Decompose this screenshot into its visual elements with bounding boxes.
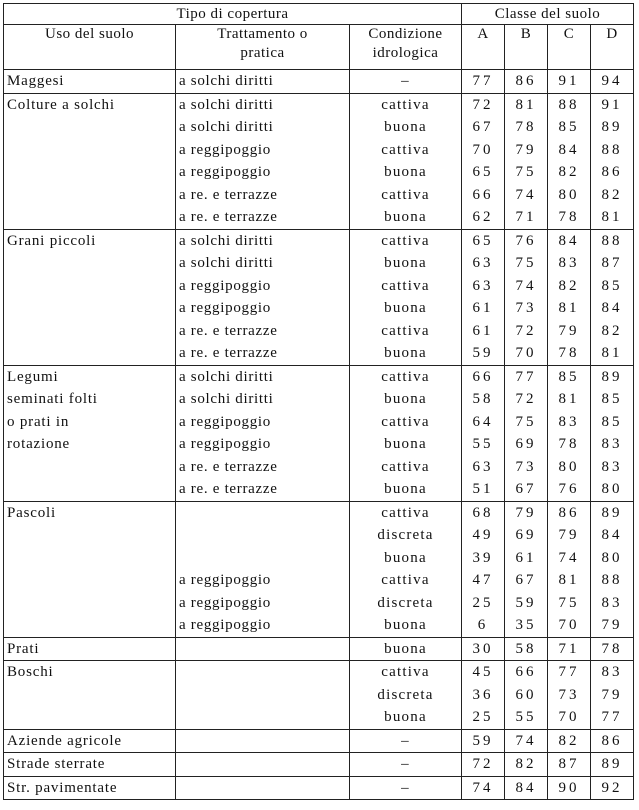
- condition-label: buona: [384, 300, 427, 316]
- class-value: 89: [601, 756, 623, 772]
- class-value-cell: [548, 365, 591, 501]
- treatment-label: a solchi diritti: [179, 255, 274, 271]
- class-value: 25: [472, 709, 494, 725]
- class-value-cell: [462, 776, 505, 800]
- class-value: 79: [601, 617, 623, 633]
- class-value-cell: [462, 93, 505, 229]
- class-value: 78: [558, 209, 580, 225]
- class-value: 61: [472, 322, 494, 339]
- class-value: 67: [472, 119, 494, 135]
- class-value: 83: [558, 413, 580, 430]
- class-value: 84: [601, 527, 623, 543]
- class-value: 63: [472, 277, 494, 294]
- land-use-label: Prati: [7, 640, 40, 657]
- class-value-cell: [462, 229, 505, 365]
- treatment-label: a reggipoggio: [179, 572, 271, 588]
- class-value: 64: [472, 413, 494, 430]
- class-value: 45: [472, 664, 494, 680]
- class-value: 80: [601, 549, 623, 566]
- land-use-cell: [4, 637, 176, 661]
- treatment-label: a reggipoggio: [179, 413, 271, 430]
- land-use-cell: [4, 229, 176, 365]
- class-value: 82: [515, 756, 537, 772]
- condition-label: buona: [384, 391, 427, 407]
- class-value: 59: [472, 732, 494, 749]
- condition-label: buona: [384, 549, 427, 566]
- class-value: 65: [472, 232, 494, 249]
- class-value: 74: [515, 186, 537, 203]
- class-value: 82: [558, 732, 580, 749]
- land-use-cell: [4, 93, 176, 229]
- class-value: 67: [515, 481, 537, 497]
- class-value: 74: [472, 779, 494, 796]
- treatment-label: a re. e terrazze: [179, 345, 278, 361]
- condition-label: buona: [384, 640, 427, 657]
- land-use-header: Uso del suolo: [4, 25, 176, 70]
- condition-label: buona: [384, 709, 427, 725]
- class-value-cell: [505, 753, 548, 777]
- condition-label: discreta: [377, 594, 434, 611]
- class-value: 74: [558, 549, 580, 566]
- class-value: 76: [558, 481, 580, 497]
- treatment-label: a re. e terrazze: [179, 481, 278, 497]
- condition-label: –: [401, 779, 410, 796]
- land-use-label: Boschi: [7, 664, 54, 680]
- class-value: 83: [601, 436, 623, 452]
- class-value-cell: [505, 229, 548, 365]
- class-value-cell: [548, 70, 591, 94]
- land-use-cell: [4, 365, 176, 501]
- condition-cell: [350, 93, 462, 229]
- table-row: [4, 661, 634, 730]
- class-value: 85: [601, 277, 623, 294]
- class-value-cell: [548, 753, 591, 777]
- class-value: 84: [558, 141, 580, 158]
- class-value: 67: [515, 572, 537, 588]
- class-value: 25: [472, 594, 494, 611]
- class-value-cell: [505, 93, 548, 229]
- class-value-cell: [462, 501, 505, 637]
- condition-cell: [350, 637, 462, 661]
- treatment-label: a re. e terrazze: [179, 322, 278, 339]
- class-value: 63: [472, 255, 494, 271]
- class-value: 82: [601, 322, 623, 339]
- condition-cell: [350, 661, 462, 730]
- class-value: 61: [515, 549, 537, 566]
- land-use-label: Strade sterrate: [7, 756, 106, 772]
- class-value: 59: [472, 345, 494, 361]
- condition-label: buona: [384, 345, 427, 361]
- treatment-cell: [176, 365, 350, 501]
- class-value-cell: [462, 661, 505, 730]
- land-use-label: o prati in: [7, 413, 70, 430]
- treatment-label: a reggipoggio: [179, 141, 271, 158]
- class-value-cell: [462, 637, 505, 661]
- condition-cell: [350, 776, 462, 800]
- class-value: 88: [601, 572, 623, 588]
- condition-label: –: [401, 732, 410, 749]
- class-value: 75: [515, 164, 537, 180]
- class-value: 73: [515, 300, 537, 316]
- class-c-header: C: [548, 25, 591, 70]
- class-value-cell: [548, 729, 591, 753]
- treatment-cell: [176, 729, 350, 753]
- class-value: 89: [601, 119, 623, 135]
- class-value: 75: [515, 255, 537, 271]
- class-value-cell: [548, 501, 591, 637]
- land-use-label: seminati folti: [7, 391, 98, 407]
- treatment-cell: [176, 501, 350, 637]
- class-value: 70: [515, 345, 537, 361]
- treatment-label: a reggipoggio: [179, 300, 271, 316]
- treatment-label: [179, 547, 346, 570]
- class-value: 84: [558, 232, 580, 249]
- treatment-label: a solchi diritti: [179, 96, 274, 113]
- class-value: 81: [601, 209, 623, 225]
- treatment-cell: [176, 229, 350, 365]
- treatment-label: [179, 753, 346, 776]
- class-value-cell: [462, 753, 505, 777]
- treatment-label: [179, 638, 346, 661]
- class-value: 87: [601, 255, 623, 271]
- treatment-label: [179, 730, 346, 753]
- class-value: 83: [601, 458, 623, 475]
- class-value: 88: [601, 232, 623, 249]
- land-use-label: Aziende agricole: [7, 732, 122, 749]
- class-value: 36: [472, 686, 494, 703]
- condition-label: buona: [384, 209, 427, 225]
- condition-label: cattiva: [381, 232, 430, 249]
- class-value-cell: [505, 776, 548, 800]
- land-use-cell: [4, 661, 176, 730]
- treatment-label: a re. e terrazze: [179, 186, 278, 203]
- class-value-cell: [548, 661, 591, 730]
- class-value: 82: [601, 186, 623, 203]
- class-value: 66: [515, 664, 537, 680]
- land-use-label: Colture a solchi: [7, 96, 115, 113]
- land-use-cell: [4, 776, 176, 800]
- class-value: 71: [558, 640, 580, 657]
- table-row: [4, 637, 634, 661]
- class-value: 81: [558, 300, 580, 316]
- class-value: 88: [601, 141, 623, 158]
- land-use-cell: [4, 729, 176, 753]
- treatment-label: a reggipoggio: [179, 594, 271, 611]
- class-value-cell: [591, 661, 634, 730]
- treatment-label: a solchi diritti: [179, 73, 274, 89]
- condition-cell: [350, 70, 462, 94]
- class-value-cell: [591, 229, 634, 365]
- class-value-cell: [548, 637, 591, 661]
- class-value: 71: [515, 209, 537, 225]
- treatment-label: a reggipoggio: [179, 436, 271, 452]
- class-value: 59: [515, 594, 537, 611]
- class-value: 49: [472, 527, 494, 543]
- table-body: [4, 70, 634, 800]
- class-value: 73: [558, 686, 580, 703]
- class-value: 77: [601, 709, 623, 725]
- class-value: 78: [558, 436, 580, 452]
- cover-type-header: Tipo di copertura: [4, 4, 462, 25]
- class-value: 70: [558, 617, 580, 633]
- treatment-label: a solchi diritti: [179, 368, 274, 385]
- condition-label: discreta: [377, 686, 434, 703]
- class-value: 72: [515, 322, 537, 339]
- treatment-cell: [176, 93, 350, 229]
- treatment-cell: [176, 776, 350, 800]
- class-value: 77: [515, 368, 537, 385]
- class-value: 69: [515, 436, 537, 452]
- class-value: 83: [601, 594, 623, 611]
- class-value-cell: [591, 729, 634, 753]
- class-value-cell: [591, 93, 634, 229]
- class-value: 65: [472, 164, 494, 180]
- class-value: 72: [472, 756, 494, 772]
- condition-label: cattiva: [381, 322, 430, 339]
- class-value-cell: [462, 70, 505, 94]
- treatment-cell: [176, 661, 350, 730]
- class-value: 82: [558, 164, 580, 180]
- class-value: 74: [515, 277, 537, 294]
- class-value: 91: [601, 96, 623, 113]
- class-value: 80: [601, 481, 623, 497]
- condition-label: buona: [384, 436, 427, 452]
- treatment-label: [179, 777, 346, 800]
- class-value: 55: [472, 436, 494, 452]
- class-value-cell: [591, 70, 634, 94]
- class-value-cell: [462, 365, 505, 501]
- land-use-label: Grani piccoli: [7, 232, 97, 249]
- condition-cell: [350, 229, 462, 365]
- treatment-label: a reggipoggio: [179, 617, 271, 633]
- class-a-header: A: [462, 25, 505, 70]
- treatment-label: a solchi diritti: [179, 391, 274, 407]
- class-value: 72: [472, 96, 494, 113]
- condition-cell: [350, 729, 462, 753]
- land-use-label: Maggesi: [7, 73, 65, 89]
- class-value: 86: [601, 164, 623, 180]
- treatment-label: a solchi diritti: [179, 119, 274, 135]
- class-value: 79: [558, 322, 580, 339]
- class-value-cell: [505, 70, 548, 94]
- class-value-cell: [591, 776, 634, 800]
- class-value-cell: [505, 729, 548, 753]
- condition-label: buona: [384, 481, 427, 497]
- soil-class-header: Classe del suolo: [462, 4, 634, 25]
- class-value: 94: [601, 73, 623, 89]
- class-value: 74: [515, 732, 537, 749]
- condition-cell: [350, 365, 462, 501]
- class-value: 77: [472, 73, 494, 89]
- class-value: 73: [515, 458, 537, 475]
- class-value: 69: [515, 527, 537, 543]
- treatment-label: a re. e terrazze: [179, 458, 278, 475]
- class-value: 55: [515, 709, 537, 725]
- class-value: 85: [558, 119, 580, 135]
- condition-header: Condizione idrologica: [350, 25, 462, 70]
- class-value: 78: [558, 345, 580, 361]
- class-value: 35: [515, 617, 537, 633]
- class-value-cell: [548, 93, 591, 229]
- class-value: 66: [472, 186, 494, 203]
- class-value: 86: [558, 504, 580, 521]
- class-value: 81: [558, 572, 580, 588]
- condition-label: buona: [384, 119, 427, 135]
- class-value-cell: [462, 729, 505, 753]
- land-use-cell: [4, 501, 176, 637]
- table-row: [4, 70, 634, 94]
- land-use-label: Pascoli: [7, 504, 56, 521]
- table-row: [4, 753, 634, 777]
- class-value: 79: [601, 686, 623, 703]
- class-value: 83: [558, 255, 580, 271]
- class-value: 88: [558, 96, 580, 113]
- condition-label: cattiva: [381, 96, 430, 113]
- class-value: 80: [558, 458, 580, 475]
- table-row: [4, 365, 634, 501]
- class-value: 68: [472, 504, 494, 521]
- land-use-label: rotazione: [7, 436, 71, 452]
- class-value-cell: [505, 637, 548, 661]
- table-row: [4, 729, 634, 753]
- class-value: 89: [601, 504, 623, 521]
- class-value: 79: [558, 527, 580, 543]
- treatment-label: [179, 661, 346, 684]
- treatment-label: [179, 524, 346, 547]
- class-value: 85: [601, 413, 623, 430]
- condition-label: cattiva: [381, 186, 430, 203]
- class-value-cell: [505, 501, 548, 637]
- class-value: 6: [477, 617, 489, 633]
- land-use-label: Str. pavimentate: [7, 779, 118, 796]
- class-value: 90: [558, 779, 580, 796]
- condition-label: buona: [384, 164, 427, 180]
- treatment-cell: [176, 70, 350, 94]
- class-value: 63: [472, 458, 494, 475]
- table-row: [4, 501, 634, 637]
- condition-label: cattiva: [381, 664, 430, 680]
- class-value-cell: [591, 365, 634, 501]
- condition-label: cattiva: [381, 141, 430, 158]
- class-value-cell: [548, 776, 591, 800]
- class-value: 89: [601, 368, 623, 385]
- class-value-cell: [591, 753, 634, 777]
- class-value: 72: [515, 391, 537, 407]
- class-value: 76: [515, 232, 537, 249]
- treatment-label: [179, 706, 346, 729]
- class-value: 78: [601, 640, 623, 657]
- table-row: [4, 93, 634, 229]
- treatment-cell: [176, 637, 350, 661]
- class-value: 75: [515, 413, 537, 430]
- treatment-label: a reggipoggio: [179, 164, 271, 180]
- class-value: 82: [558, 277, 580, 294]
- class-value: 58: [472, 391, 494, 407]
- class-b-header: B: [505, 25, 548, 70]
- class-value: 86: [515, 73, 537, 89]
- class-value: 84: [515, 779, 537, 796]
- class-value: 51: [472, 481, 494, 497]
- class-value: 85: [558, 368, 580, 385]
- class-value: 39: [472, 549, 494, 566]
- condition-label: cattiva: [381, 504, 430, 521]
- treatment-label: a solchi diritti: [179, 232, 274, 249]
- class-value: 60: [515, 686, 537, 703]
- condition-label: buona: [384, 617, 427, 633]
- class-value: 70: [558, 709, 580, 725]
- class-value: 47: [472, 572, 494, 588]
- class-value-cell: [548, 229, 591, 365]
- treatment-label: a re. e terrazze: [179, 209, 278, 225]
- treatment-cell: [176, 753, 350, 777]
- class-value: 84: [601, 300, 623, 316]
- class-value: 81: [515, 96, 537, 113]
- condition-label: cattiva: [381, 413, 430, 430]
- land-use-cell: [4, 70, 176, 94]
- class-value: 77: [558, 664, 580, 680]
- condition-label: –: [401, 756, 410, 772]
- class-value: 62: [472, 209, 494, 225]
- table-row: [4, 229, 634, 365]
- class-value: 81: [558, 391, 580, 407]
- class-d-header: D: [591, 25, 634, 70]
- class-value: 92: [601, 779, 623, 796]
- condition-label: cattiva: [381, 277, 430, 294]
- land-use-cell: [4, 753, 176, 777]
- condition-label: –: [401, 73, 410, 89]
- class-value: 81: [601, 345, 623, 361]
- class-value: 86: [601, 732, 623, 749]
- class-value-cell: [505, 365, 548, 501]
- class-value-cell: [591, 637, 634, 661]
- treatment-label: [179, 502, 346, 525]
- condition-label: cattiva: [381, 368, 430, 385]
- condition-label: cattiva: [381, 458, 430, 475]
- land-use-label: Legumi: [7, 368, 59, 385]
- class-value: 78: [515, 119, 537, 135]
- class-value-cell: [591, 501, 634, 637]
- class-value: 87: [558, 756, 580, 772]
- class-value: 91: [558, 73, 580, 89]
- treatment-label: [179, 684, 346, 707]
- condition-label: buona: [384, 255, 427, 271]
- treatment-label: a reggipoggio: [179, 277, 271, 294]
- condition-label: discreta: [377, 527, 434, 543]
- condition-label: cattiva: [381, 572, 430, 588]
- class-value: 83: [601, 664, 623, 680]
- curve-number-table: [3, 3, 634, 800]
- class-value: 79: [515, 504, 537, 521]
- class-value: 80: [558, 186, 580, 203]
- condition-cell: [350, 501, 462, 637]
- class-value: 70: [472, 141, 494, 158]
- class-value: 75: [558, 594, 580, 611]
- class-value: 58: [515, 640, 537, 657]
- class-value: 79: [515, 141, 537, 158]
- class-value: 30: [472, 640, 494, 657]
- class-value: 66: [472, 368, 494, 385]
- class-value: 61: [472, 300, 494, 316]
- class-value-cell: [505, 661, 548, 730]
- condition-cell: [350, 753, 462, 777]
- class-value: 85: [601, 391, 623, 407]
- treatment-header: Trattamento o pratica: [176, 25, 350, 70]
- table-row: [4, 776, 634, 800]
